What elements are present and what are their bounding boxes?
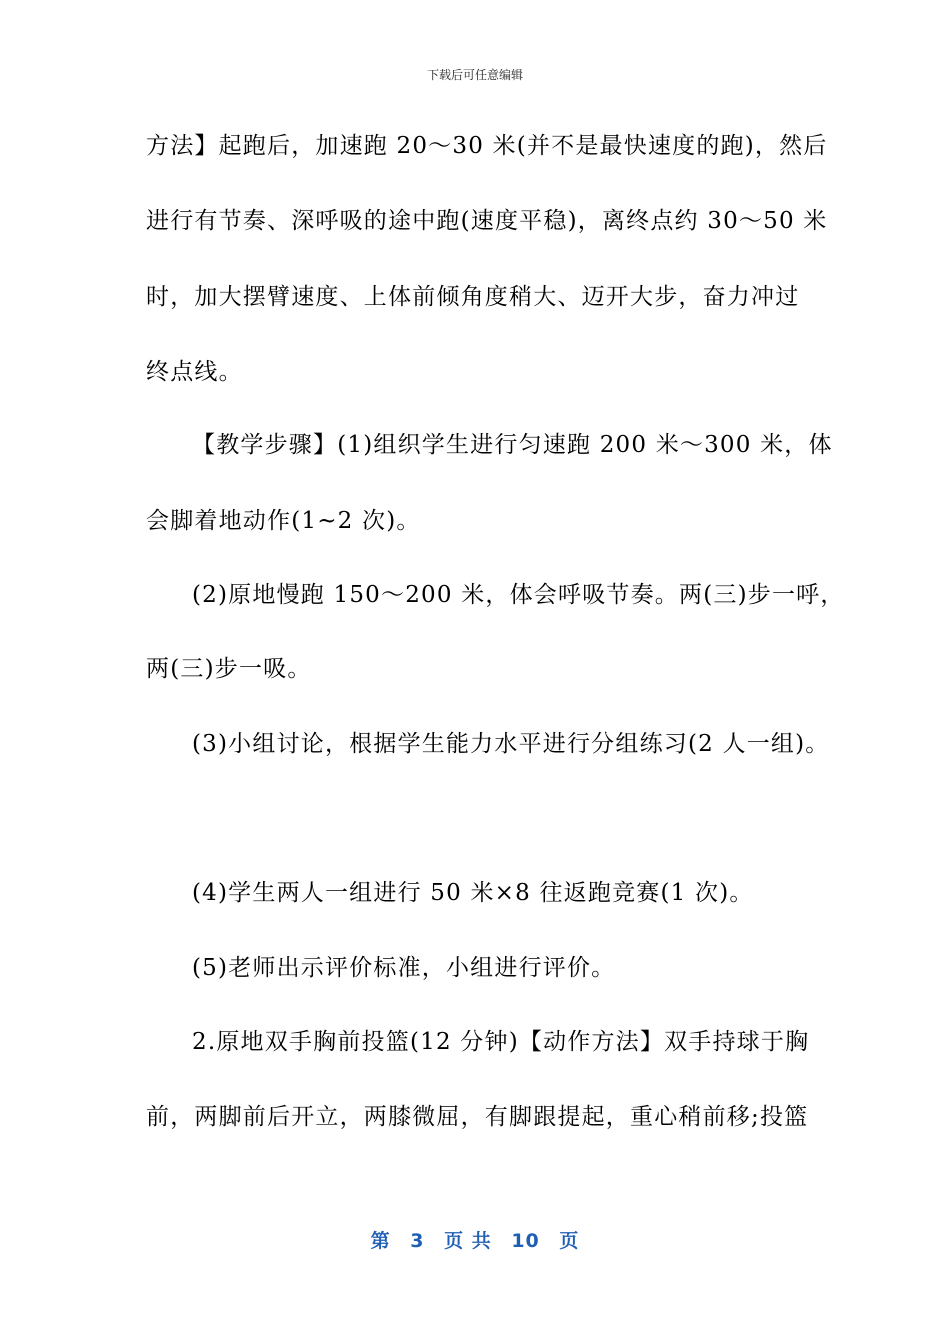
body-line-8: 两(三)步一吸。	[146, 656, 312, 682]
body-line-11: (5)老师出示评价标准，小组进行评价。	[192, 955, 616, 981]
body-line-1: 方法】起跑后，加速跑 20～30 米(并不是最快速度的跑)，然后	[146, 133, 828, 159]
body-line-7: (2)原地慢跑 150～200 米，体会呼吸节奏。两(三)步一呼，	[192, 582, 845, 608]
body-line-5: 【教学步骤】(1)组织学生进行匀速跑 200 米～300 米，体	[192, 432, 833, 458]
header-note: 下载后可任意编辑	[426, 68, 523, 82]
page-label-suffix: 页	[559, 1230, 580, 1252]
page-label-mid: 页 共	[444, 1230, 492, 1252]
body-line-9: (3)小组讨论，根据学生能力水平进行分组练习(2 人一组)。	[192, 731, 830, 757]
body-line-12: 2.原地双手胸前投篮(12 分钟)【动作方法】双手持球于胸	[192, 1029, 810, 1055]
body-line-13: 前，两脚前后开立，两膝微屈，有脚跟提起，重心稍前移;投篮	[146, 1104, 809, 1130]
page-number-footer	[0, 1226, 950, 1253]
body-line-2: 进行有节奏、深呼吸的途中跑(速度平稳)，离终点约 30～50 米	[146, 208, 828, 234]
current-page-number: 3	[410, 1230, 425, 1252]
body-line-4: 终点线。	[146, 359, 243, 385]
page-label-prefix: 第	[370, 1230, 391, 1252]
body-line-6: 会脚着地动作(1~2 次)。	[146, 508, 421, 534]
body-line-10: (4)学生两人一组进行 50 米×8 往返跑竞赛(1 次)。	[192, 880, 754, 906]
total-pages-number: 10	[511, 1230, 540, 1252]
body-line-3: 时，加大摆臂速度、上体前倾角度稍大、迈开大步，奋力冲过	[146, 284, 800, 310]
